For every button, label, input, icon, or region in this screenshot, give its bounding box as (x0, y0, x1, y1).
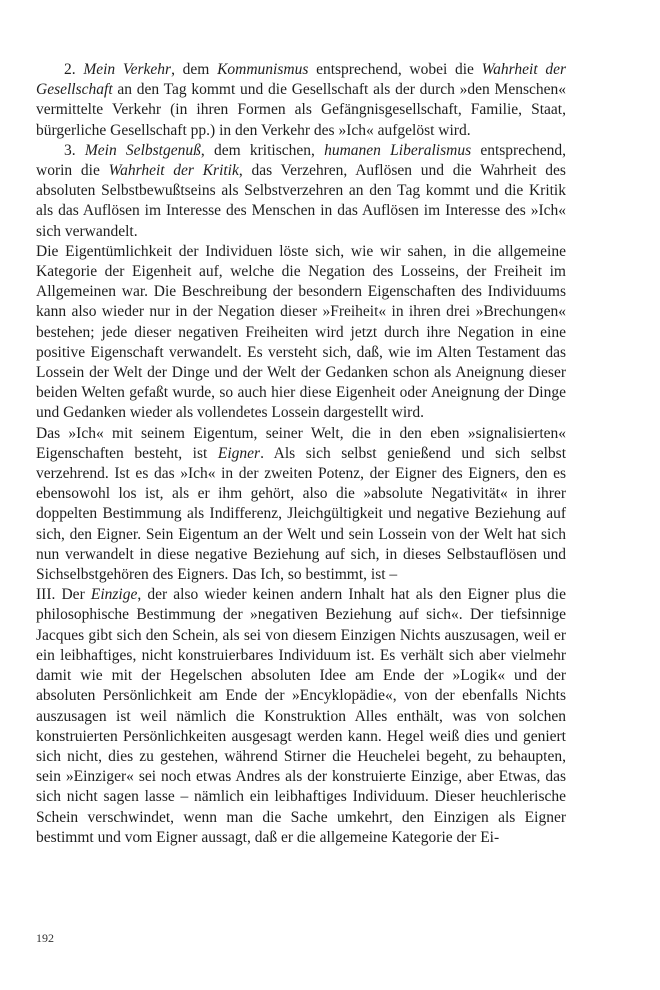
emphasized-text: Eigner (217, 444, 261, 462)
paragraph-der-einzige (36, 585, 566, 848)
text-run: . Als sich selbst genießend und sich selbst verzehrend. Ist es das »Ich« in der zweiten Potenz, der Eigner des Eigners, den es ebensowohl los ist, als er ihm gehört, also die »absolute Negativität« in ihrer doppelten Bestimmung als Indifferenz, Jleichgültigkeit und negative Beziehung auf sich, den Eigner. Sein Eigentum an der Welt und sein Lossein von der Welt hat sich nun verwandelt in diese negative Beziehung auf sich, in dieses Selbstauflösen und Sichselbstgehören des Eigners. Das Ich, so bestimmt, ist – (36, 444, 567, 584)
text-run: III. Der (36, 586, 91, 604)
text-run: entsprechend, wobei die (308, 61, 482, 78)
paragraph-mein-selbstgenuss (36, 141, 566, 242)
paragraph-eigner (36, 424, 566, 586)
text-run: , dem (171, 61, 218, 78)
paragraph-eigentuemlichkeit (36, 242, 566, 424)
text-run: an den Tag kommt und die Gesellschaft als der durch »den Menschen« vermittelte Verkehr (in ihren Formen als Gefängnisgesellschaft, Familie, Staat, bürgerliche Gesellschaft pp.) in den Verkehr des »Ich« aufgelöst wird. (36, 81, 566, 139)
text-run: entsprechend, worin die (36, 141, 566, 180)
emphasized-text: Wahrheit der Kritik (108, 162, 239, 180)
text-run: Das »Ich« mit seinem Eigentum, seiner Welt, die in den eben »signalisierten« Eigenschaften besteht, ist (36, 424, 566, 462)
emphasized-text: Kommunismus (217, 61, 309, 78)
page-number: 192 (36, 931, 54, 945)
emphasized-text: Wahrheit der Gesellschaft (36, 61, 566, 99)
paragraph-mein-verkehr (36, 60, 566, 141)
emphasized-text: humanen Liberalismus (324, 141, 472, 159)
text-run: Die Eigentümlichkeit der Individuen löste sich, wie wir sahen, in die allgemeine Kategorie der Eigenheit auf, welche die Negation des Losseins, der Freiheit im Allgemeinen war. Die Beschreibung der besondern Eigenschaften des Individuums kann also wieder nur in der Negation dieser »Freiheit« in ihren drei »Brechungen« bestehen; jede dieser negativen Freiheiten wird jetzt durch ihre Negation in eine positive Eigenschaft verwandelt. Es versteht sich, daß, wie im Alten Testament das Lossein der Welt der Dinge und der Welt der Gedanken schon als Aneignung dieser beiden Welten gefaßt wurde, so auch hier diese Eigenheit oder Aneignung der Dinge und Gedanken wieder als vollendetes Lossein dargestellt wird. (36, 242, 566, 422)
emphasized-text: Mein Verkehr (83, 61, 172, 78)
text-run: 3. (64, 141, 85, 159)
page-body (36, 60, 566, 848)
text-run: , das Verzehren, Auflösen und die Wahrheit des absoluten Selbstbewußtseins als Selbstverzehren an den Tag kommt und die Kritik als das Auflösen im Interesse des Menschen in das Auflösen im Interesse des »Ich« sich verwandelt. (36, 162, 566, 240)
text-run: , dem kritischen, (200, 141, 325, 159)
text-run: 2. (64, 61, 84, 78)
text-run: , der also wieder keinen andern Inhalt hat als den Eigner plus die philosophische Bestimmung der »negativen Beziehung auf sich«. Der tiefsinnige Jacques gibt sich den Schein, als sei von diesem Einzigen Nichts auszusagen, weil er ein leibhaftiges, nicht konstruierbares Individuum ist. Es verhält sich aber vielmehr damit wie mit der Hegelschen absoluten Idee am Ende der »Logik« und der absoluten Persönlichkeit am Ende der »Encyklopädie«, von der ebenfalls Nichts auszusagen ist weil nämlich die Konstruktion Alles enthält, was von solchen konstruierten Persönlichkeiten ausgesagt werden kann. Hegel weiß dies und geniert sich nicht, dies zu gestehen, während Stirner die Heuchelei begeht, zu behaupten, sein »Einziger« sei noch etwas Andres als der konstruierte Einzige, aber Etwas, das sich nicht sagen lasse – nämlich ein leibhaftiges Individuum. Dieser heuchlerische Schein verschwindet, wenn man die Sache umkehrt, den Einzigen als Eigner bestimmt und vom Eigner aussagt, daß er die allgemeine Kategorie der Ei- (36, 586, 566, 846)
emphasized-text: Einzige (90, 586, 138, 604)
emphasized-text: Mein Selbstgenuß (84, 141, 201, 159)
